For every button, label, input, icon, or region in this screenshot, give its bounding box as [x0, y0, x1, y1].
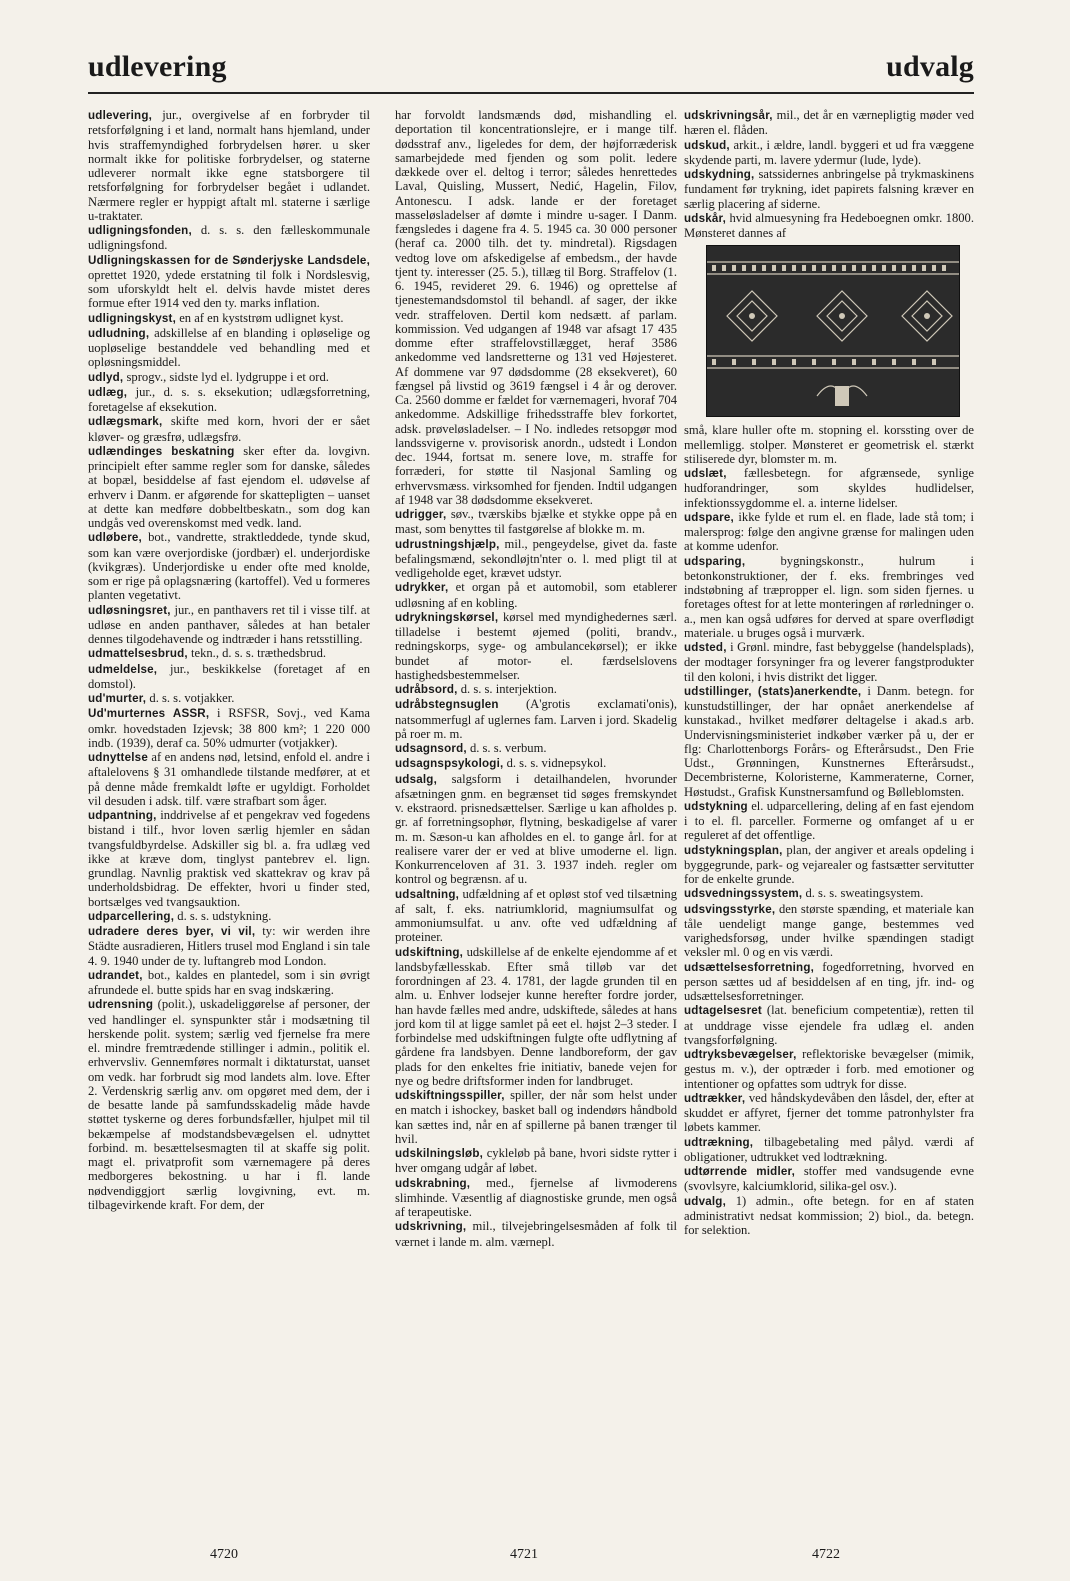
dictionary-entry	[684, 960, 974, 1004]
dictionary-entry	[684, 843, 974, 887]
folio-4720: 4720	[210, 1547, 238, 1562]
entry-headword: udrandet,	[88, 968, 143, 982]
entry-definition: fogedforretning, hvorved en person sættes ud af besiddelsen af en ting, jfr. ind- og udsættelsesforretninger.	[684, 959, 974, 1003]
entry-headword: udmattelsesbrud,	[88, 647, 188, 661]
dictionary-entry	[684, 167, 974, 211]
entry-headword: udlyd,	[88, 370, 124, 384]
entry-headword: udlægsmark,	[88, 415, 163, 429]
folio-4722: 4722	[812, 1547, 840, 1562]
dictionary-entry	[88, 326, 370, 370]
entry-headword: udsparing,	[684, 554, 746, 568]
entry-definition: (polit.), uskadeliggørelse af personer, der ved handlinger el. synspunkter står i modsætning til herskende polit. system; særlig ved fjernelse fra mere el. mindre fremtrædende stillinger i admin., politik el. erhvervsliv. Gennemføres normalt i diktaturstat, uanset om vedk. har forbrudt sig mod landets alm. love. Efter 2. Verdenskrig særlig anv. om opgøret med dem, der i de besatte lande på samfundsskadelig måde havde støttet tyskerne og deres forbundsfæller, hjulpet mil til bekæmpelse af modstandsbevægelsen el. udnyttet forbind. m. besættelsesmagten til at skaffe sig polit. magt el. privatprofit som værnemagere på deres medborgeres bekostning. u har i fl. lande nødvendiggjort særlig lovgivning, evt. m. tilbagevirkende kraft. For dem, der	[88, 997, 370, 1212]
entry-definition: den største spænding, et materiale kan tåle uendeligt mange gange, bestemmes ved varighedsforsøg, under hvilke spændingen stadigt veksler ml. 0 og en vis værdi.	[684, 901, 974, 960]
dictionary-entry	[684, 108, 974, 138]
dictionary-entry	[684, 886, 974, 901]
entry-definition: i Grønl. mindre, fast bebyggelse (handelsplads), der modtager forsyninger fra og leverer fangstprodukter til den koloni, i hvis distrikt det ligger.	[684, 640, 974, 684]
entry-headword: udrensning	[88, 998, 154, 1012]
entry-definition: el. udparcellering, deling af en fast ejendom i to el. fl. parceller. Formerne og omfanget af u er reguleret af det offentlige.	[684, 798, 974, 843]
dictionary-entry	[684, 211, 974, 241]
entry-definition: d. s. s. votjakker.	[149, 691, 235, 705]
entry-definition: kørsel med myndighedernes særl. tilladelse i bestemt øjemed (politi, brandv., redningskorps, syge- og ambulancekørsel); er ikke bundet af motor- el. færdselslovens hastighedsbestemmelser.	[395, 609, 677, 682]
entry-headword: udsalg,	[395, 772, 437, 786]
entry-headword: udvalg,	[684, 1194, 726, 1208]
entry-headword: udsvingsstyrke,	[684, 902, 776, 916]
column-3	[684, 108, 974, 1237]
entry-headword: udpantning,	[88, 809, 157, 822]
entry-headword: udsættelsesforretning,	[684, 960, 815, 974]
entry-definition: sprogv., sidste lyd el. lydgruppe i et ord.	[126, 369, 329, 384]
entry-definition: adskillelse af en blanding i opløselige og uopløselige bestanddele ved behandling med et opløsningsmiddel.	[88, 325, 370, 370]
entry-definition: d. s. s. verbum.	[469, 741, 547, 755]
column-3-bottom	[684, 423, 974, 1237]
dictionary-entry	[684, 902, 974, 960]
entry-headword: udsagnsord,	[395, 742, 467, 755]
dictionary-entry	[395, 756, 677, 771]
dictionary-entry	[395, 1146, 677, 1176]
entry-definition: stoffer med vandsugende evne (svovlsyre, kalciumklorid, silika-gel osv.).	[684, 1164, 974, 1194]
entry-headword: udskud,	[684, 138, 730, 152]
entry-definition: d. s. s. interjektion.	[460, 682, 557, 696]
entry-headword: udligningsfonden,	[88, 224, 192, 237]
entry-headword: udskrivningsår,	[684, 109, 773, 122]
entry-definition: bot., kaldes en plantedel, som i sin øvrigt afrundede el. butte spids har en svag indskæring.	[88, 967, 370, 997]
entry-definition: tilbagebetaling med pålyd. værdi af obligationer, udtrukket ved lodtrækning.	[684, 1134, 974, 1164]
entry-headword: udspare,	[684, 510, 734, 524]
dictionary-entry	[88, 414, 370, 444]
dictionary-entry	[88, 691, 370, 706]
entry-headword: Ud'murternes ASSR,	[88, 707, 210, 721]
entry-headword: udskår,	[684, 211, 727, 225]
entry-headword: udrigger,	[395, 508, 447, 521]
dictionary-entry	[88, 530, 370, 602]
dictionary-entry	[395, 1088, 677, 1146]
entry-definition: mil., pengeydelse, givet da. faste befalingsmænd, sekondløjtn'nter o. l. med pligt til at vedligeholde eget, krævet udstyr.	[395, 536, 677, 580]
dictionary-entry	[684, 1164, 974, 1194]
dictionary-entry	[684, 466, 974, 510]
dictionary-entry	[88, 808, 370, 909]
entry-definition: jur., d. s. s. eksekution; udlægsforretning, foretagelse af eksekution.	[88, 384, 370, 414]
dictionary-entry	[88, 646, 370, 661]
entry-definition: i RSFSR, Sovj., ved Kama omkr. hovedstaden Izjevsk; 38 800 km²; 1 220 000 indb. (1939), deraf ca. 50% udmurter (votjakker).	[88, 706, 370, 750]
entry-headword: udsaltning,	[395, 887, 460, 901]
dictionary-entry	[684, 510, 974, 554]
entry-definition: ved håndskydevåben den låsdel, der, efter at skuddet er affyret, fjerner det tomme patronhylster fra løbets kammer.	[684, 1090, 974, 1135]
dictionary-entry	[88, 662, 370, 692]
dictionary-entry	[684, 640, 974, 684]
entry-definition: d. s. s. vidnepsykol.	[506, 756, 607, 771]
header-rule	[88, 92, 974, 94]
header-right-guide-word: udvalg	[886, 50, 974, 83]
entry-definition: 1) admin., ofte betegn. for en af staten administrativt nedsat kommission; 2) biol., da. betegn. for selektion.	[684, 1193, 974, 1237]
entry-definition: små, klare huller ofte m. stopning el. korssting over de mellemligg. stolper. Mønsteret er geometrisk el. stærkt stiliserede dyr, blomster m. m.	[684, 423, 974, 466]
dictionary-entry	[88, 968, 370, 998]
entry-headword: udskydning,	[684, 168, 755, 181]
entry-headword: udrykker,	[395, 581, 449, 595]
entry-definition: tekn., d. s. s. træthedsbrud.	[191, 646, 327, 661]
entry-definition: reflektoriske bevægelser (mimik, gestus m. v.), der optræder i forb. med emotioner og intentioner og opfattes som udtryk for disse.	[684, 1047, 974, 1091]
entry-headword: udskiftning,	[395, 945, 464, 959]
dictionary-entry	[395, 772, 677, 887]
dictionary-entry	[395, 507, 677, 537]
entry-headword: udstykning	[684, 799, 748, 813]
dictionary-entry	[395, 610, 677, 682]
entry-headword: udtrækker,	[684, 1091, 746, 1105]
dictionary-entry	[88, 311, 370, 326]
dictionary-entry	[88, 603, 370, 647]
entry-headword: udparcellering,	[88, 909, 175, 923]
entry-headword: udligningskyst,	[88, 311, 177, 325]
dictionary-entry	[684, 1091, 974, 1135]
dictionary-entry	[684, 423, 974, 466]
entry-headword: udskilningsløb,	[395, 1147, 484, 1160]
dictionary-entry	[88, 253, 370, 311]
dictionary-entry	[395, 697, 677, 741]
entry-definition: jur., en panthavers ret til i visse tilf. at udløse en anden panthaver, således at han betaler dennes tilgodehavende og indtræder i hans retsstilling.	[88, 602, 371, 646]
entry-definition: et organ på et automobil, som etablerer udløsning af en kobling.	[395, 580, 677, 610]
entry-definition: med., fjernelse af livmoderens slimhinde. Væsentlig af diagnostiske grunde, men også af terapeutiske.	[395, 1175, 677, 1219]
dictionary-entry	[88, 370, 370, 385]
entry-definition: jur., beskikkelse (foretaget af en domstol).	[88, 661, 370, 691]
entry-headword: udrykningskørsel,	[395, 610, 499, 624]
header-left-guide-word: udlevering	[88, 50, 227, 83]
entry-definition: har forvoldt landsmænds død, mishandling el. deportation til koncentrationslejre, er i mange tilf. dødsstraf anv., ligeledes for dem, der højforræderisk samarbejdede med fjenden og som polit. ledere dækkede over el. deltog i terror; således henrettedes Laval, Quisling, Mussert, Nedić, Hagelin, Filov, Antonescu. I adsk. lande er der foretaget masseløsladelser af dømte i mindre u-sager. I Danm. fængsledes i dagene fra 4. 5. 1945 ca. 30 000 personer (heraf ca. 2000 tilh. det ty. mindretal). Rigsdagen vedtog love om afskedigelse af embedsm., der havde tjent ty. interesser (25. 5.), tillæg til Borg. Straffelov (1. 6. 1945, revideret 29. 6. 1946) og oprettelse af tjenestemandsdomstol til behandl. af sager, der ikke vedr. straffeloven. Dertil kom nedsætt. af parlam. kommission. Ved udgangen af 1948 var afsagt 17 435 domme efter straffelovstillægget, heraf 3586 ankedomme ved landsretterne og 131 ved Højesteret. Af dommene var 97 dødsdomme (28 eksekveret), 60 fængsel på livstid og 3619 fængsel i 4 år og derover. Ca. 2560 domme er fældet for værnemageri, hvoraf 704 ankedomme. Adskillige frihedsstraffe blev forkortet, adsk. prøveløsladelser. – I No. indledes retsopgør mod landssvigerne v. provisorisk anordn., udstedt i London dec. 1944, fortsat m. senere love, m. straffe for forræderi, for støtte til Nasjonal Samling og erhvervsmæss. virksomhed for fjenden. Indtil udgangen af 1948 var 38 dødsdomme eksekveret.	[395, 108, 677, 507]
dictionary-entry	[88, 924, 370, 968]
dictionary-entry	[395, 682, 677, 697]
entry-headword: udrustningshjælp,	[395, 537, 500, 551]
entry-definition: d. s. s. udstykning.	[177, 908, 272, 923]
entry-headword: udludning,	[88, 326, 150, 340]
entry-definition: hvid almuesyning fra Hedeboegnen omkr. 1800. Mønsteret dannes af	[684, 210, 975, 240]
dictionary-entry	[684, 684, 974, 799]
column-2	[395, 108, 677, 1249]
dictionary-entry	[684, 138, 974, 168]
folio-4721: 4721	[510, 1547, 538, 1562]
entry-definition: skifte med korn, hvori der er sået kløver- og græsfrø, udlægsfrø.	[88, 414, 370, 444]
dictionary-entry	[684, 1047, 974, 1091]
entry-definition: sker efter da. lovgivn. principielt efter samme regler som for danske, således at bopæl, besiddelse af fast ejendom el. udøvelse af erhverv i Danm. er afgørende for skattepligten – uanset at dette kan medføre dobbeltbeskatn., som dog kan undgås ved overenskomst med vedk. land.	[88, 443, 370, 530]
entry-headword: udskrabning,	[395, 1176, 471, 1190]
entry-definition: d. s. s. sweatingsystem.	[805, 886, 924, 901]
entry-definition: af en andens nød, letsind, enfold el. andre i aftalelovens § 31 omhandlede tilstande medfører, at et på denne måde fremkaldt løfte er ugyldigt. Forholdet vil desuden i adsk. tilf. være strafbart som åger.	[88, 750, 370, 808]
entry-headword: udmeldelse,	[88, 662, 158, 676]
entry-headword: udsted,	[684, 641, 727, 654]
entry-headword: udslæt,	[684, 467, 727, 480]
entry-headword: udnyttelse	[88, 751, 148, 764]
dictionary-entry	[88, 909, 370, 924]
embroidery-figure	[706, 245, 960, 417]
entry-headword: udtrækning,	[684, 1135, 754, 1149]
entry-headword: udtryksbevægelser,	[684, 1048, 797, 1061]
entry-headword: udlevering,	[88, 109, 153, 122]
entry-headword: udtagelsesret	[684, 1004, 762, 1018]
dictionary-entry	[88, 997, 370, 1212]
entry-headword: udløbere,	[88, 531, 142, 545]
dictionary-entry	[395, 741, 677, 756]
entry-headword: udradere deres byer, vi vil,	[88, 925, 256, 938]
dictionary-entry	[395, 1219, 677, 1249]
entry-headword: udskiftningsspiller,	[395, 1089, 505, 1102]
entry-definition: en af en kyststrøm udlignet kyst.	[179, 310, 344, 325]
entry-definition: spiller, der når som helst under en match i ishockey, basket ball og indendørs håndbold kan sættes ind, når en af spillerne på banen trænger til hvil.	[395, 1088, 677, 1146]
dictionary-entry	[395, 580, 677, 610]
entry-definition: (lat. beneficium competentiæ), retten til at unddrage visse ejendele fra udlæg el. anden tvangsforfølgning.	[684, 1003, 975, 1047]
entry-definition: jur., overgivelse af en forbryder til retsforfølgning i et land, normalt hans hjemland, under hvis straffemyndighed forbrydelsen hører. u sker normalt ikke for politiske forbrydelser, og staterne udleverer normalt ikke egne statsborgere til retsforfølgning for forbrydelser begået i udlandet. Nærmere regler er hyppigt aftalt ml. staterne i særlige u-traktater.	[88, 108, 370, 223]
entry-definition: bot., vandrette, straktleddede, tynde skud, som kan være overjordiske (jordbær) el. underjordiske (kvikgræs). Underjordiske u ender ofte med knolde, som er rige på oplagsnæring (kartoffel). Ved u formeres planten vegetativt.	[88, 530, 370, 603]
entry-definition: udskillelse af de enkelte ejendomme af et landsbyfællesskab. Efter små tilløb var det forordningen af 23. 4. 1781, der lagde grunden til en alm. u. Enhver lodsejer kunne herefter fordre jorder, han havde fælles med andre, udskiftede, således at hans jord kom til at ligge samlet på eet el. højst 2–3 steder. I forbindelse med udskiftningen fulgte ofte udflytning af gårdene fra landsbyen. Denne landboreform, der gav plads for den enkeltes frie initiativ, banede vejen for nye og bedre driftsformer inden for landbruget.	[395, 944, 677, 1088]
entry-definition: d. s. s. den fælleskommunale udligningsfond.	[88, 223, 370, 253]
dictionary-entry	[684, 554, 974, 641]
entry-definition: cykleløb på bane, hvori sidste rytter i hver omgang udgår af løbet.	[395, 1146, 677, 1176]
page-header	[88, 50, 974, 90]
dictionary-entry	[684, 799, 974, 843]
dictionary-entry	[684, 1003, 974, 1047]
entry-headword: Udligningskassen for de Sønderjyske Landsdele,	[88, 253, 370, 267]
column-3-top	[684, 108, 974, 240]
entry-headword: udlæg,	[88, 385, 128, 399]
entry-headword: udråbstegnsuglen	[395, 698, 499, 712]
dictionary-entry	[88, 385, 370, 415]
entry-definition: inddrivelse af et pengekrav ved fogedens bistand i tilf., hvor loven særlig hjemler en sådan tvangsfuldbyrdelse. Adskiller sig bl. a. fra udlæg ved ikke at kræve dom, tinglyst pantebrev el. lign. grundlag. Navnlig praktisk ved skattekrav og krav på underholdsbidrag. De effekter, hvori u finder sted, bortsælges ved tvangsauktion.	[88, 808, 370, 909]
entry-headword: udtørrende midler,	[684, 1165, 796, 1178]
entry-headword: udråbsord,	[395, 683, 458, 696]
entry-definition: arkit., i ældre, landl. byggeri et ud fra væggene skydende parti, m. lavere ydermur (lude, lyde).	[684, 137, 974, 167]
entry-definition: i Danm. betegn. for kunstudstillinger, der har opnået anerkendelse af kunstakad., hvilket medfører deltagelse i akad.s arb. Undervisningsministeriet indkøber værker på u, der er flg: Charlottenborgs Forårs- og Efterårsudst., Den Frie Udst., Grønningen, Kunstnernes Efterårsudst., Decembristerne, Koloristerne, Kammeraterne, Corner, Høstudst., Grafisk Kunstnersamfund og Bølleblomsten.	[684, 683, 974, 799]
entry-headword: udløsningsret,	[88, 603, 171, 617]
dictionary-entry	[395, 887, 677, 945]
entry-definition: (A'grotis exclamati'onis), natsommerfugl af uglernes fam. Larven i jord. Skadelig på roer m. m.	[395, 697, 677, 741]
entry-definition: mil., det år en værnepligtig møder ved hæren el. flåden.	[684, 108, 974, 138]
entry-definition: mil., tilvejebringelsesmåden af folk til værnet i lande m. alm. værnepl.	[395, 1219, 677, 1249]
entry-definition: søv., tværskibs bjælke et stykke oppe på en mast, som benyttes til fastgørelse af blokke m. m.	[395, 507, 677, 537]
entry-headword: ud'murter,	[88, 692, 147, 705]
dictionary-entry	[88, 706, 370, 750]
dictionary-entry	[684, 1135, 974, 1165]
dictionary-entry	[395, 108, 677, 507]
entry-definition: udfældning af et opløst stof ved tilsætning af salt, f. eks. natriumklorid, magniumsulfat og ammoniumsulfat. u anv. ofte ved udfældning af proteiner.	[395, 886, 677, 945]
dictionary-entry	[88, 444, 370, 531]
entry-definition: ty: wir werden ihre Städte ausradieren, Hitlers trusel mod England i sin tale 4. 9. 1940 under de ty. luftangreb mod London.	[88, 924, 370, 968]
entry-headword: udlændinges beskatning	[88, 444, 235, 458]
entry-definition: salgsform i detailhandelen, hvorunder afsætningen gnm. en begrænset tid søges fremskyndet v. ekstraord. prisnedsættelser. Særlige u kan afholdes p. gr. af forretningsophør, flytning, beskadigelse af varer m. m. Sæson-u kan afholdes en el. to gange årl. for at realisere varer der er ved at blive umoderne el. lign. Konkurrenceloven af 31. 3. 1937 indeh. regler om kontrol og begrænsn. af u.	[395, 771, 677, 887]
dictionary-entry	[684, 1194, 974, 1238]
entry-headword: udstillinger, (stats)anerkendte,	[684, 684, 862, 698]
entry-definition: plan, der angiver et areals opdeling i byggegrunde, park- og vejarealer og fastsætter servitutter for de enkelte grunde.	[684, 842, 974, 886]
entry-headword: udsagnspsykologi,	[395, 757, 504, 771]
entry-headword: udsvedningssystem,	[684, 887, 803, 901]
entry-definition: bygningskonstr., hulrum i betonkonstruktioner, der f. eks. frembringes ved indstøbning af træpropper el. lign. som siden fjernes. u foretages oftest for at lette monteringen af rørledninger o. a., men kan også udføres for derved at spare overflødigt materiale. u bruges også i murværk.	[684, 553, 974, 640]
entry-headword: udskrivning,	[395, 1220, 467, 1234]
dictionary-entry	[88, 108, 370, 223]
entry-definition: ikke fylde et rum el. en flade, lade stå tom; i malersprog: følge den angivne grænse for malingen uden at komme udenfor.	[684, 509, 974, 554]
entry-definition: satssidernes anbringelse på trykmaskinens fundament før trykning, idet papirets falsning kræver en særlig placering af siderne.	[684, 167, 974, 211]
dictionary-entry	[395, 1176, 677, 1220]
dictionary-entry	[88, 750, 370, 808]
column-1	[88, 108, 370, 1212]
entry-headword: udstykningsplan,	[684, 843, 783, 857]
dictionary-entry	[395, 537, 677, 581]
entry-definition: fællesbetegn. for afgrænsede, synlige hudforandringer, som skyldes hudlidelser, infektionssygdomme el. a. interne lidelser.	[684, 466, 974, 510]
embroidery-pattern-image	[707, 246, 959, 416]
entry-definition: oprettet 1920, ydede erstatning til folk i Nordslesvig, som uforskyldt helt el. delvis havde mistet deres formue efter 1914 ved den ty. marks inflation.	[88, 267, 370, 311]
dictionary-entry	[395, 945, 677, 1089]
dictionary-entry	[88, 223, 370, 253]
